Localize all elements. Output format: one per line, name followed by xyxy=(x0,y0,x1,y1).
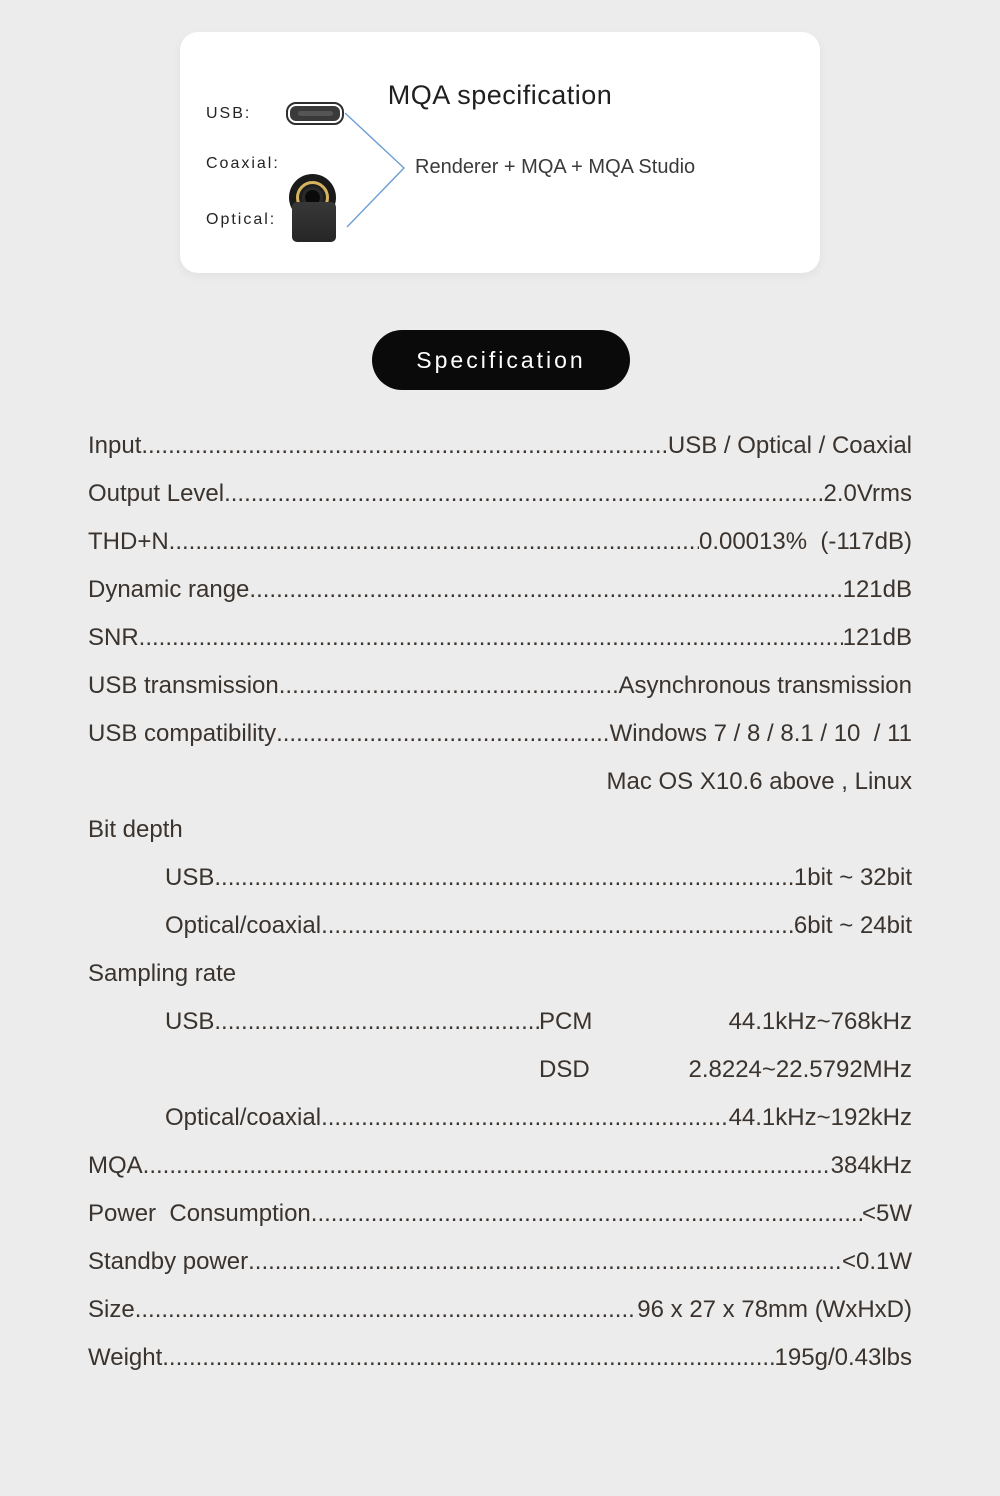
spec-row-optical-coaxial xyxy=(88,1094,912,1142)
spec-label: Standby power xyxy=(88,1248,249,1275)
dot-leader xyxy=(143,1152,831,1180)
spec-row-continuation-13 xyxy=(88,1046,912,1094)
spec-value: 195g/0.43lbs xyxy=(774,1344,912,1371)
spec-sublabel: PCM xyxy=(539,1008,593,1035)
dot-leader xyxy=(249,576,842,604)
dot-leader xyxy=(248,1248,842,1276)
spec-row-thd-n xyxy=(88,518,912,566)
mqa-card-title: MQA specification xyxy=(387,80,613,110)
spec-label: Optical/coaxial xyxy=(165,1104,322,1131)
spec-value: 44.1kHz~192kHz xyxy=(728,1104,912,1131)
spec-label: SNR xyxy=(88,624,139,651)
dot-leader xyxy=(162,1344,774,1372)
optical-port-icon xyxy=(292,202,336,242)
spec-list xyxy=(88,422,912,1382)
spec-value: Mac OS X10.6 above , Linux xyxy=(606,768,912,795)
mqa-result-text: Renderer + MQA + MQA Studio xyxy=(415,156,696,178)
spec-row-output-level xyxy=(88,470,912,518)
spec-value: 1bit ~ 32bit xyxy=(793,864,912,891)
spec-subrow xyxy=(539,1008,912,1036)
spec-value: 44.1kHz~768kHz xyxy=(728,1008,912,1035)
dot-leader xyxy=(135,1296,638,1324)
spec-sublabel: DSD xyxy=(539,1056,590,1083)
spec-row-dynamic-range xyxy=(88,566,912,614)
spec-row-size xyxy=(88,1286,912,1334)
spec-row-weight xyxy=(88,1334,912,1382)
dot-leader xyxy=(321,1104,728,1132)
usb-c-port-icon xyxy=(286,102,344,125)
dot-leader xyxy=(321,912,794,940)
dot-leader xyxy=(214,864,794,892)
spec-value: 0.00013% (-117dB) xyxy=(698,528,912,555)
dot-leader xyxy=(214,1008,539,1036)
spec-row-power-consumption xyxy=(88,1190,912,1238)
spec-label: Optical/coaxial xyxy=(165,912,322,939)
spec-label: USB compatibility xyxy=(88,720,277,747)
spec-value: 2.8224~22.5792MHz xyxy=(688,1056,912,1083)
spec-value: <5W xyxy=(861,1200,912,1227)
usb-label: USB: xyxy=(206,105,252,122)
optical-label: Optical: xyxy=(206,211,277,228)
spec-label: Sampling rate xyxy=(88,960,237,987)
spec-label: Power Consumption xyxy=(88,1200,311,1227)
spec-row-usb-compatibility xyxy=(88,710,912,758)
mqa-specification-card xyxy=(180,32,820,273)
chevron-lines xyxy=(180,32,820,273)
dot-leader xyxy=(224,480,823,508)
spec-row-continuation-7 xyxy=(88,758,912,806)
spec-value: 6bit ~ 24bit xyxy=(793,912,912,939)
spec-label: Input xyxy=(88,432,142,459)
spec-label: Size xyxy=(88,1296,135,1323)
usb-c-port-inner xyxy=(290,106,340,121)
dot-leader xyxy=(276,720,610,748)
spec-row-optical-coaxial xyxy=(88,902,912,950)
spec-row-mqa xyxy=(88,1142,912,1190)
dot-leader xyxy=(279,672,619,700)
spec-row-usb xyxy=(88,998,912,1046)
dot-leader xyxy=(169,528,699,556)
spec-row-snr xyxy=(88,614,912,662)
spec-value: 121dB xyxy=(842,576,912,603)
spec-row-sampling-rate xyxy=(88,950,912,998)
spec-label: Weight xyxy=(88,1344,163,1371)
spec-row-usb xyxy=(88,854,912,902)
dot-leader xyxy=(139,624,843,652)
spec-label: Output Level xyxy=(88,480,225,507)
spec-label: Bit depth xyxy=(88,816,183,843)
coaxial-label: Coaxial: xyxy=(206,155,280,172)
spec-label: USB transmission xyxy=(88,672,279,699)
usb-c-port-stripe xyxy=(298,111,333,116)
spec-value: <0.1W xyxy=(841,1248,912,1275)
specification-section-button[interactable]: Specification xyxy=(372,330,630,390)
spec-label: THD+N xyxy=(88,528,169,555)
spec-value: 2.0Vrms xyxy=(823,480,912,507)
spec-row-usb-transmission xyxy=(88,662,912,710)
spec-value: Asynchronous transmission xyxy=(618,672,912,699)
dot-leader xyxy=(141,432,668,460)
spec-label: USB xyxy=(165,864,215,891)
spec-value: USB / Optical / Coaxial xyxy=(667,432,912,459)
spec-row-bit-depth xyxy=(88,806,912,854)
spec-value: Windows 7 / 8 / 8.1 / 10 / 11 xyxy=(609,720,912,747)
spec-label: USB xyxy=(165,1008,215,1035)
dot-leader xyxy=(311,1200,862,1228)
spec-row-input xyxy=(88,422,912,470)
spec-value: 121dB xyxy=(842,624,912,651)
spec-value: 96 x 27 x 78mm (WxHxD) xyxy=(637,1296,912,1323)
spec-subrow xyxy=(539,1056,912,1084)
spec-value: 384kHz xyxy=(830,1152,912,1179)
spec-row-standby-power xyxy=(88,1238,912,1286)
spec-label: MQA xyxy=(88,1152,143,1179)
spec-label: Dynamic range xyxy=(88,576,250,603)
